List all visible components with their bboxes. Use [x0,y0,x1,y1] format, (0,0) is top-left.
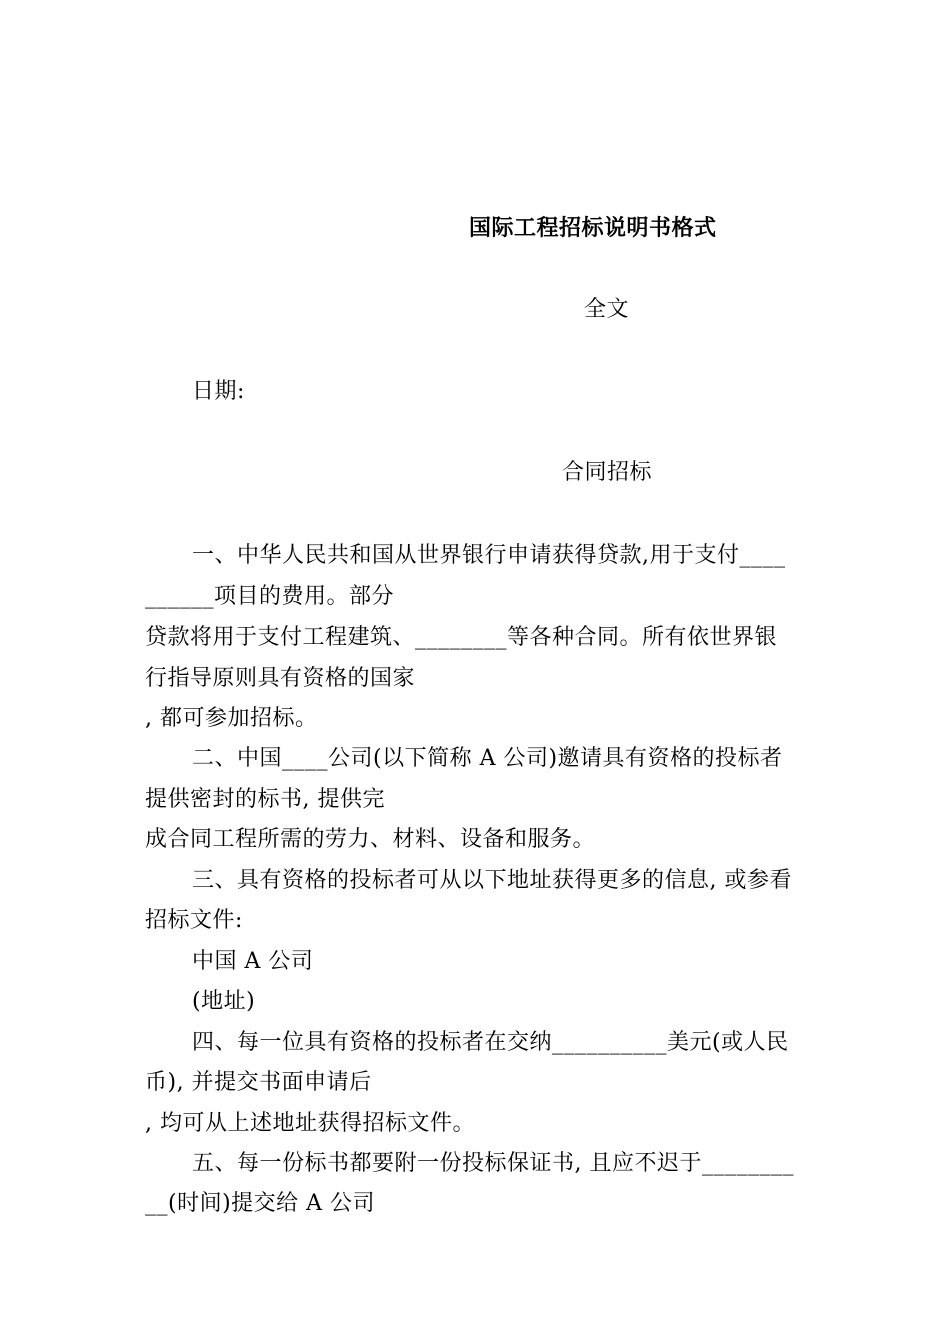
document-title: 国际工程招标说明书格式 [469,215,717,241]
body-line: 贷款将用于支付工程建筑、________等各种合同。所有依世界银 [145,625,778,650]
body-line: 提供密封的标书, 提供完 [145,787,385,812]
body-line: 行指导原则具有资格的国家 [145,666,416,691]
body-line: 成合同工程所需的劳力、材料、设备和服务。 [145,827,596,852]
body-line: 币), 并提交书面申请后 [145,1070,372,1095]
body-line: 一、中华人民共和国从世界银行申请获得贷款,用于支付____ [192,543,786,568]
body-line: (地址) [192,989,256,1014]
body-line: 五、每一份标书都要附一份投标保证书, 且应不迟于________ [192,1151,794,1176]
body-line: 招标文件: [145,908,243,933]
body-line: 二、中国____公司(以下简称 A 公司)邀请具有资格的投标者 [192,746,783,771]
document-subtitle: 全文 [584,297,630,322]
body-line: , 均可从上述地址获得招标文件。 [145,1111,475,1136]
body-line: 三、具有资格的投标者可从以下地址获得更多的信息, 或参看 [192,868,792,893]
date-label: 日期: [192,379,245,404]
body-line: __(时间)提交给 A 公司 [145,1191,376,1216]
body-line: ______项目的费用。部分 [145,584,395,609]
body-line: 四、每一位具有资格的投标者在交纳__________美元(或人民 [192,1030,789,1055]
body-line: 中国 A 公司 [192,949,314,974]
section-heading: 合同招标 [562,460,653,485]
body-line: , 都可参加招标。 [145,706,318,731]
